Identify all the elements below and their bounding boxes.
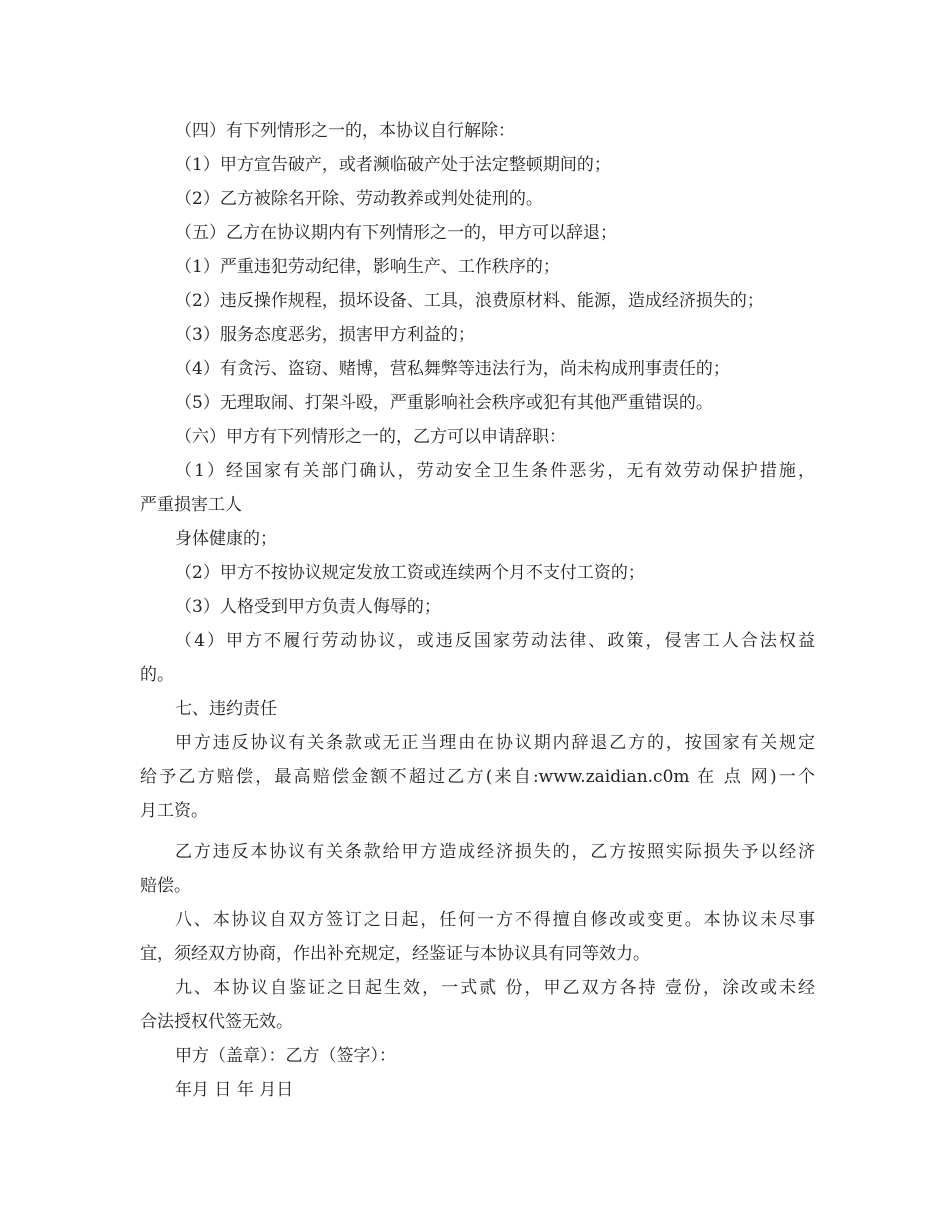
clause-6-4-cont: 的。 bbox=[140, 665, 174, 685]
section-7-para1-line2: 给予乙方赔偿，最高赔偿金额不超过乙方(来自:www.zaidian.c0m 在 点 网)一个 bbox=[140, 767, 815, 787]
clause-6-4: （4）甲方不履行劳动协议，或违反国家劳动法律、政策，侵害工人合法权益 bbox=[175, 631, 815, 651]
section-6-heading: （六）甲方有下列情形之一的，乙方可以申请辞职： bbox=[175, 427, 566, 447]
clause-5-4: （4）有贪污、盗窃、赌博，营私舞弊等违法行为，尚未构成刑事责任的； bbox=[175, 359, 730, 379]
clause-5-2: （2）违反操作规程，损坏设备、工具，浪费原材料、能源，造成经济损失的； bbox=[175, 291, 764, 311]
section-8-line2: 宜，须经双方协商，作出补充规定，经鉴证与本协议具有同等效力。 bbox=[140, 944, 650, 964]
signature-line: 甲方（盖章）：乙方（签字）： bbox=[175, 1046, 396, 1066]
section-7-para2-line2: 赔偿。 bbox=[140, 876, 191, 896]
section-9-line1: 九、本协议自鉴证之日起生效，一式贰 份，甲乙双方各持 壹份，涂改或未经 bbox=[175, 978, 815, 998]
clause-4-1: （1）甲方宣告破产，或者濒临破产处于法定整顿期间的； bbox=[175, 155, 611, 175]
section-5-heading: （五）乙方在协议期内有下列情形之一的，甲方可以辞退； bbox=[175, 223, 617, 243]
date-line: 年月 日 年 月日 bbox=[175, 1080, 294, 1100]
section-7-heading: 七、违约责任 bbox=[175, 699, 277, 719]
clause-4-2: （2）乙方被除名开除、劳动教养或判处徒刑的。 bbox=[175, 189, 543, 209]
section-7-para1-line1: 甲方违反协议有关条款或无正当理由在协议期内辞退乙方的，按国家有关规定 bbox=[175, 733, 815, 753]
clause-5-5: （5）无理取闹、打架斗殴，严重影响社会秩序或犯有其他严重错误的。 bbox=[175, 393, 713, 413]
section-4-heading: （四）有下列情形之一的，本协议自行解除： bbox=[175, 121, 515, 141]
section-9-line2: 合法授权代签无效。 bbox=[140, 1012, 293, 1032]
section-7-para1-line3: 月工资。 bbox=[140, 801, 208, 821]
section-8-line1: 八、本协议自双方签订之日起，任何一方不得擅自修改或变更。本协议未尽事 bbox=[175, 910, 815, 930]
clause-5-3: （3）服务态度恶劣，损害甲方利益的； bbox=[175, 325, 475, 345]
clause-6-1-cont: 严重损害工人 bbox=[140, 495, 242, 515]
clause-6-3: （3）人格受到甲方负责人侮辱的； bbox=[175, 597, 441, 617]
clause-6-1: （1）经国家有关部门确认，劳动安全卫生条件恶劣，无有效劳动保护措施， bbox=[175, 461, 815, 481]
section-7-para2-line1: 乙方违反本协议有关条款给甲方造成经济损失的，乙方按照实际损失予以经济 bbox=[175, 842, 815, 862]
clause-5-1: （1）严重违犯劳动纪律，影响生产、工作秩序的； bbox=[175, 257, 560, 277]
clause-6-2: （2）甲方不按协议规定发放工资或连续两个月不支付工资的； bbox=[175, 563, 645, 583]
clause-6-1-cont2: 身体健康的； bbox=[175, 529, 277, 549]
